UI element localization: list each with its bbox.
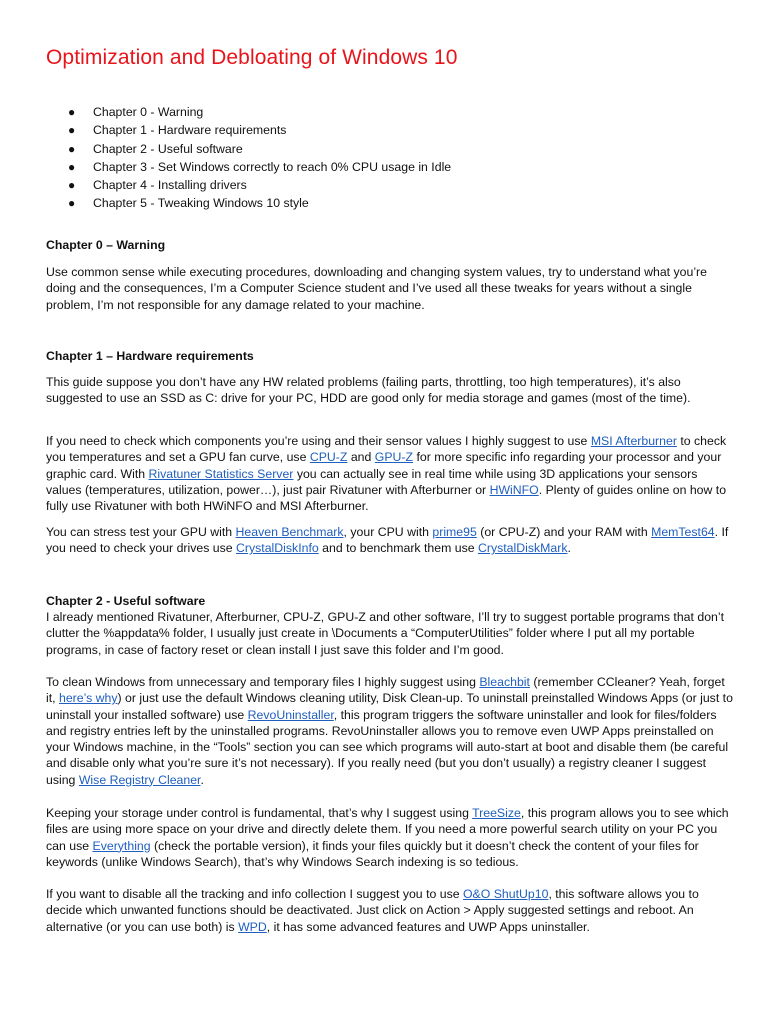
cpu-z-link[interactable]: CPU-Z — [309, 450, 348, 465]
chapter-1-heading: Chapter 1 – Hardware requirements — [46, 349, 254, 363]
chapter-1-paragraph-3: You can stress test your GPU with Heaven Benchmark, your CPU with prime95 (or CPU-Z) and your RAM with MemTest64. If you need to check your drives use CrystalDiskInfo and to benchmark them use CrystalDiskMark. — [46, 525, 729, 556]
toc-item: ● Chapter 2 - Useful software — [46, 140, 451, 158]
prime95-link[interactable]: prime95 — [432, 525, 477, 539]
hwinfo-link[interactable]: HWiNFO — [489, 482, 539, 497]
chapter-0-paragraph: Use common sense while executing procedures, downloading and changing system values, try to understand what you’re doing and the consequences, I’m a Computer Science student and I’ve used all these tweaks for years without a single problem, I’m not responsible for any damage related to your machine. — [46, 265, 707, 312]
toc-item: ● Chapter 0 - Warning — [46, 103, 451, 121]
wpd-link[interactable]: WPD — [238, 919, 267, 934]
toc-item: ● Chapter 3 - Set Windows correctly to reach 0% CPU usage in Idle — [46, 158, 451, 176]
bullet-icon: ● — [68, 178, 76, 193]
crystaldiskinfo-link[interactable]: CrystalDiskInfo — [236, 541, 319, 556]
heaven-benchmark-link[interactable]: Heaven Benchmark — [235, 525, 344, 539]
everything-link[interactable]: Everything — [92, 838, 151, 853]
wise-registry-cleaner-link[interactable]: Wise Registry Cleaner — [78, 772, 201, 787]
document-title: Optimization and Debloating of Windows 10 — [46, 46, 458, 69]
table-of-contents — [46, 103, 451, 213]
chapter-2-heading: Chapter 2 - Useful software — [46, 594, 206, 608]
chapter-2-paragraph-2: To clean Windows from unnecessary and temporary files I highly suggest using Bleachbit (remember CCleaner? Yeah, forget it, here’s why) or just use the default Windows cleaning utility, Disk Clean-up. To uninstall preinstalled Windows Apps (or just to uninstall your installed software) use RevoUninstaller, this program triggers the software uninstaller and look for files/folders and registry entries left by the uninstalled programs. RevoUninstaller allows you to remove even UWP Apps preinstalled on your Windows machine, in the “Tools” section you can see which programs will auto-start at boot and disable them (be careful and disable only what you’re sure it’s not necessary). If you really need (but you don’t usually) a registry cleaner I suggest using Wise Registry Cleaner. — [46, 675, 733, 787]
chapter-2-paragraph-3: Keeping your storage under control is fundamental, that’s why I suggest using TreeSize, this program allows you to see which files are using more space on your drive and directly delete them. If you need a more powerful search utility on your PC you can use Everything (check the portable version), it finds your files quickly but it doesn’t check the content of your files for keywords (unlike Windows Search), that’s why Windows Search indexing is so tedious. — [46, 806, 729, 869]
treesize-link[interactable]: TreeSize — [472, 806, 521, 820]
msi-afterburner-link[interactable]: MSI Afterburner — [590, 434, 677, 448]
oo-shutup10-link[interactable]: O&O ShutUp10 — [462, 887, 549, 901]
chapter-2-paragraph-4: If you want to disable all the tracking and info collection I suggest you to use O&O ShutUp10, this software allows you to decide which unwanted functions should be deactivated. Just click on Action > Apply suggested settings and reboot. An alternative (or you can use both) is WPD, it has some advanced features and UWP Apps uninstaller. — [46, 887, 699, 934]
bullet-icon: ● — [68, 159, 76, 174]
bullet-icon: ● — [68, 141, 76, 156]
chapter-2-paragraph-1: I already mentioned Rivatuner, Afterburner, CPU-Z, GPU-Z and other software, I’ll try to suggest portable programs that don’t clutter the %appdata% folder, I usually just create in \Documents a “ComputerUtilities” folder where I put all my portable programs, in case of factory reset or clean install I just save this folder and I’m good. — [46, 610, 725, 657]
bullet-icon: ● — [68, 123, 76, 138]
bullet-icon: ● — [68, 105, 76, 119]
chapter-1-paragraph-1: This guide suppose you don’t have any HW related problems (failing parts, throttling, too high temperatures), it’s also suggested to use an SSD as C: drive for your PC, HDD are good only for media storage and games (most of the time). — [46, 375, 691, 406]
gpu-z-link[interactable]: GPU-Z — [374, 450, 414, 465]
rivatuner-link[interactable]: Rivatuner Statistics Server — [148, 466, 294, 481]
memtest64-link[interactable]: MemTest64 — [651, 525, 715, 539]
revouninstaller-link[interactable]: RevoUninstaller — [247, 707, 334, 722]
heres-why-link[interactable]: here’s why — [58, 691, 118, 706]
toc-item: ● Chapter 4 - Installing drivers — [46, 176, 451, 194]
bullet-icon: ● — [68, 196, 76, 211]
toc-item: ● Chapter 1 - Hardware requirements — [46, 121, 451, 139]
bleachbit-link[interactable]: Bleachbit — [479, 675, 530, 689]
chapter-0-heading: Chapter 0 – Warning — [46, 238, 166, 252]
crystaldiskmark-link[interactable]: CrystalDiskMark — [477, 541, 568, 556]
chapter-1-paragraph-2: If you need to check which components you’re using and their sensor values I highly suggest to use MSI Afterburner to check you temperatures and set a GPU fan curve, use CPU-Z and GPU-Z for more specific info regarding your processor and your graphic card. With Rivatuner Statistics Server you can actually see in real time while using 3D applications your sensors values (temperatures, utilization, power…), just pair Rivatuner with Afterburner or HWiNFO. Plenty of guides online on how to fully use Rivatuner with both HWiNFO and MSI Afterburner. — [46, 434, 727, 514]
toc-item: ● Chapter 5 - Tweaking Windows 10 style — [46, 194, 451, 212]
